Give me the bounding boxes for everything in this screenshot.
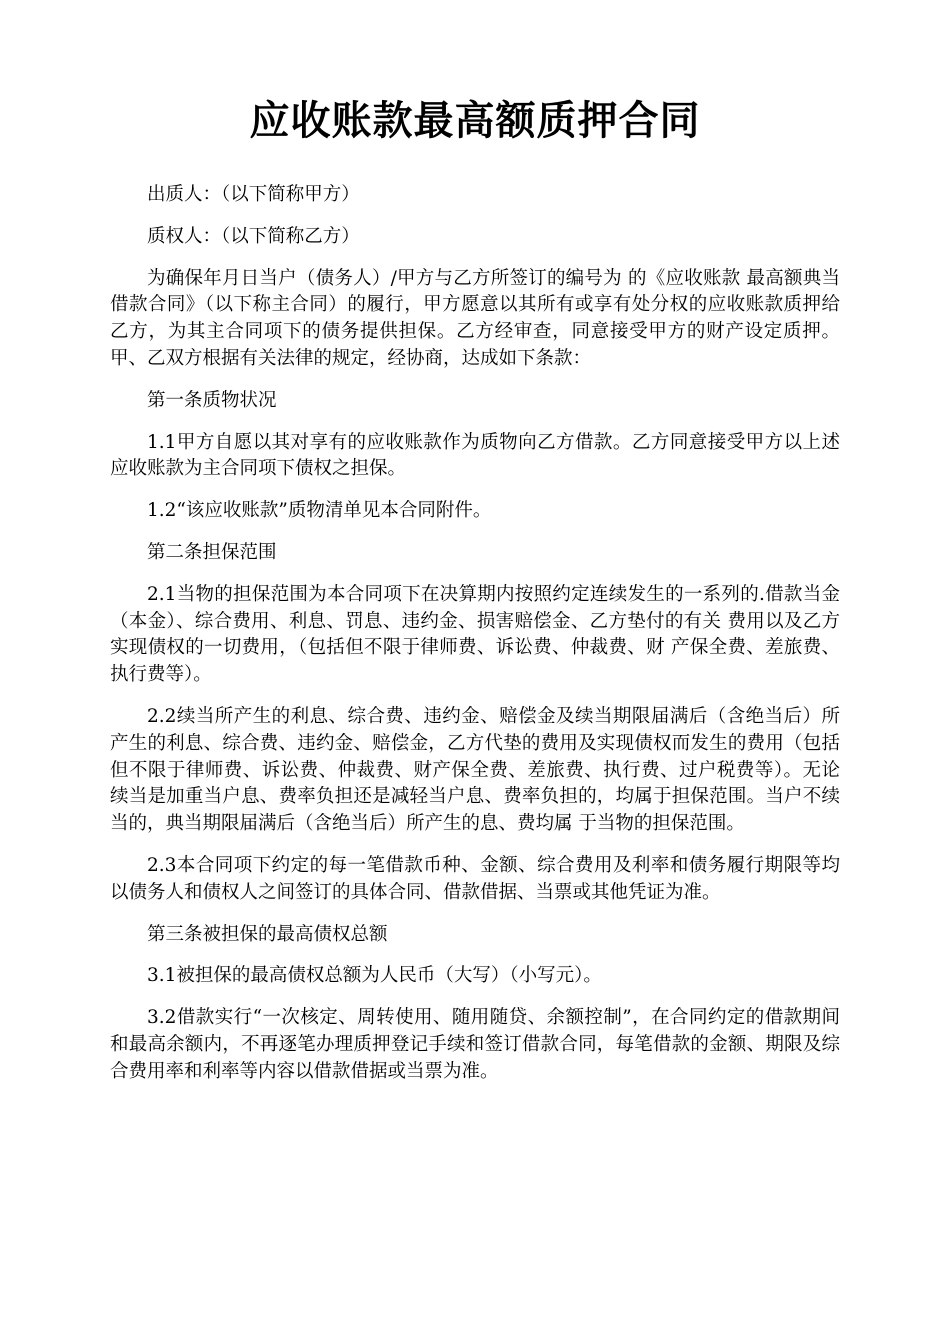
clause-1-1: 1.1甲方自愿以其对享有的应收账款作为质物向乙方借款。乙方同意接受甲方以上述应收账款为主合同项下债权之担保。 [110, 431, 840, 480]
document-body [110, 182, 840, 1086]
article-1-heading: 第一条质物状况 [147, 389, 277, 411]
article-3-heading: 第三条被担保的最高债权总额 [147, 923, 388, 945]
clause-2-1: 2.1当物的担保范围为本合同项下在决算期内按照约定连续发生的一系列的.借款当金（本金）、综合费用、利息、罚息、违约金、损害赔偿金、乙方垫付的有关 费用以及乙方实现债权的一切费用，（包括但不限于律师费、诉讼费、仲裁费、财 产保全费、差旅费、执行费等）。 [110, 583, 840, 686]
document-page [110, 0, 840, 1101]
clause-2-2: 2.2续当所产生的利息、综合费、违约金、赔偿金及续当期限届满后（含绝当后）所产生的利息、综合费、违约金、赔偿金，乙方代垫的费用及实现债权而发生的费用（包括但不限于律师费、诉讼费、仲裁费、财产保全费、差旅费、执行费、过户税费等）。无论续当是加重当户息、费率负担还是减轻当户息、费率负担的，均属于担保范围。当户不续当的，典当期限届满后（含绝当后）所产生的息、费均属 于当物的担保范围。 [110, 705, 840, 835]
pledgor-line: 出质人：（以下简称甲方） [147, 184, 360, 205]
article-2-heading: 第二条担保范围 [147, 541, 277, 563]
clause-3-2: 3.2借款实行“一次核定、周转使用、随用随贷、余额控制”，在合同约定的借款期间和最高余额内，不再逐笔办理质押登记手续和签订借款合同，每笔借款的金额、期限及综合费用率和利率等内容以借款借据或当票为准。 [110, 1007, 840, 1082]
document-title: 应收账款最高额质押合同 [249, 98, 701, 144]
clause-1-2: 1.2“该应收账款”质物清单见本合同附件。 [147, 500, 492, 522]
clause-2-3: 2.3本合同项下约定的每一笔借款币种、金额、综合费用及利率和债务履行期限等均以债务人和债权人之间签订的具体合同、借款借据、当票或其他凭证为准。 [110, 854, 840, 903]
preamble-paragraph: 为确保年月日当户（债务人）/甲方与乙方所签订的编号为 的《应收账款 最高额典当借款合同》（以下称主合同）的履行，甲方愿意以其所有或享有处分权的应收账款质押给乙方，为其主合同项下的债务提供担保。乙方经审查，同意接受甲方的财产设定质押。甲、乙双方根据有关法律的规定，经协商，达成如下条款： [110, 267, 840, 369]
clause-3-1: 3.1被担保的最高债权总额为人民币（大写）（小写元）。 [147, 965, 602, 987]
pledgee-line: 质权人：（以下简称乙方） [147, 225, 360, 247]
